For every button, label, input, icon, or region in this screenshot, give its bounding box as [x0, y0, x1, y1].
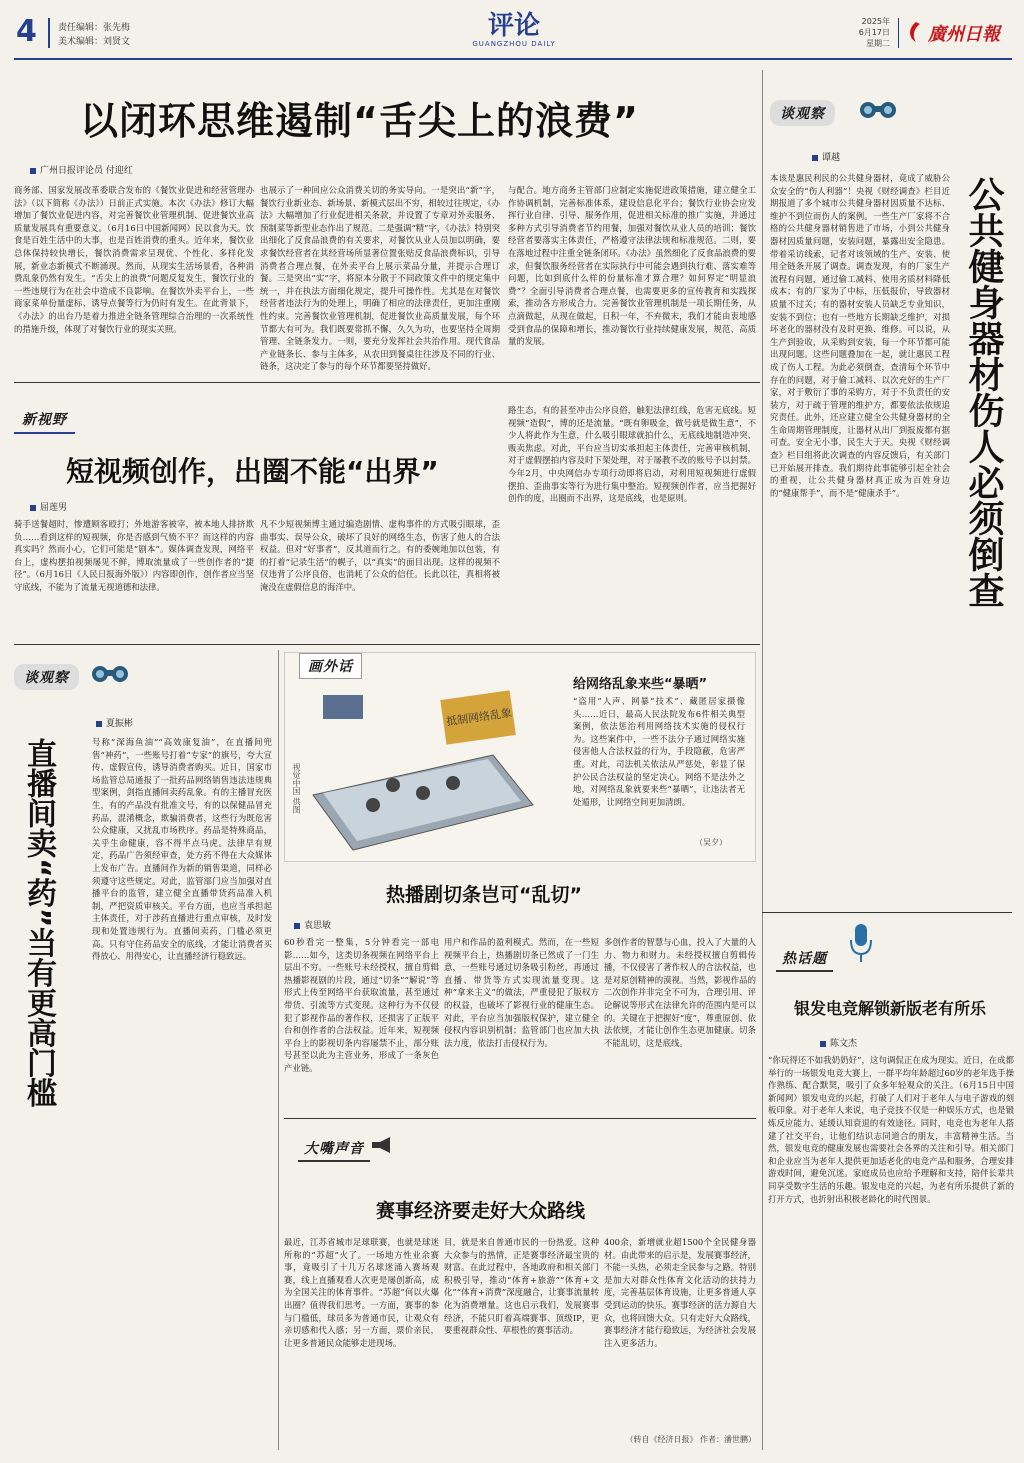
editor-credit: 责任编辑：张先梅 — [58, 23, 131, 33]
sports-col-2: 目，就是来自普通市民的一份热爱。这种大众参与的热情，正是赛事经济最宝贵的财富。在此过程中，各地政府和相关部门积极引导，推动“体育+旅游”“体育+文化”“体育+消费”深度融合，让赛事流量转化为消费增量。这也启示我们，发展赛事经济，不能只盯着高端赛事、顶级IP，更要重视群众性、草根性的赛事活动。 — [444, 1237, 599, 1336]
page-number: 4 — [16, 14, 37, 49]
weekday: 星期二 — [866, 39, 890, 48]
esports-divider — [762, 910, 763, 1450]
video-byline: 屈莲男 — [30, 500, 67, 513]
designer-credit: 美术编辑：刘贤文 — [58, 37, 131, 47]
svg-text:抵制网络乱象: 抵制网络乱象 — [445, 706, 513, 729]
section-banner — [454, 12, 574, 52]
masthead-rule — [14, 58, 1012, 60]
drama-byline: 袁思敏 — [294, 918, 331, 931]
rule-esports-top — [762, 912, 1012, 913]
esports-section-label: 热话题 — [776, 946, 833, 972]
paper-logo-icon — [906, 20, 926, 44]
video-col-2: 凡不少短视频博主通过编造剧情、虚构事件的方式吸引眼球，歪曲事实、误导公众，破坏了良好的网络生态，伤害了他人的合法权益。但对“好事者”，反其道而行之。有的委婉地加以包装，有的打着“记录生活”的幌子，以“真实”的面目出现。这样的视频不仅违背了公序良俗，也消耗了公众的信任。长此以往，真相将被淹没在虚假信息的海洋中。 — [260, 519, 500, 592]
health-body: 本该是惠民利民的公共健身器材，竟成了威胁公众安全的“伤人利器”！央视《财经调查》栏目近期报道了多个城市公共健身器材因质量不达标、维护不到位而伤人的案例。一些生产厂家将不合格的公共健身器材销售进了市场，小到公共健身器材因质量问题，安装问题，暴露出安全隐患。带着采访线索，记者对该领域的生产、安装、使用全链条开展了调查。调查发现，有的厂家生产流程有问题，通过偷工减料、使用劣质材料降低成本；有的厂家为了中标，压低报价，导致器材质量不过关；有的器材安装人员缺乏专业知识，安装不到位；也有一些地方长期缺乏维护，对损坏老化的器材没有及时更换、维修。可以说，从生产到验收，从采购到安装，每一个环节都可能出现问题。这些问题叠加在一起，就让惠民工程成了伤人工程。为此必须倒查，查清每个环节中存在的问题，对于偷工减料、以次充好的生产厂家，对于敷衍了事的采购方，对于不负责任的安装方，对于疏于管理的维护方，都要依法依规追究责任。此外，还应建立健全公共健身器材的全生命周期管理制度，让器材从出厂到报废都有据可查。安全无小事，民生大于天。央视《财经调查》栏目组将此次调查的内容反馈后，有关部门已开始展开排查。我们期待此事能够引起全社会的重视，让公共健身器材真正成为百姓身边的“健康帮手”，而不是“健康杀手”。 — [770, 173, 950, 498]
cartoon-box — [284, 652, 756, 862]
drama-col-2: 用户和作品的盈利模式。然而，在一些短视频平台上，热播剧切条已然成了一门生意，一些账号通过切条吸引粉丝，再通过直播、带货等方式实现流量变现。这种“拿来主义”的做法，严重侵犯了版权方的权益，也破坏了影视行业的健康生态。对此，平台应当加强版权保护，建立健全侵权内容识别机制；监管部门也应加大执法力度，依法打击侵权行为。 — [444, 937, 599, 1048]
sports-source: （转自《经济日报》 作者：潘世鹏） — [625, 1435, 756, 1444]
rule-drama-bottom — [284, 1118, 756, 1119]
main-headline: 以闭环思维遏制“舌尖上的浪费” — [80, 99, 639, 143]
megaphone-icon — [370, 1136, 394, 1154]
main-col-1: 商务部、国家发展改革委联合发布的《餐饮业促进和经营管理办法》（以下简称《办法》）日前正式实施。本次《办法》修订大幅增加了餐饮业促进内容，对完善餐饮业管理机制、促进餐饮业高质量发展具有重要意义。（6月16日中国新闻网）民以食为天。饮食是百姓生活中的大事，也是百姓消费的重头。近年来，餐饮业总体保持较快增长，餐饮消费需求呈现优、个性化、多样化发展，新业态新模式不断涌现。然而，从现实生活场景看，各种消费乱象仍然有发生。“舌尖上的浪费”问题反复发生，餐饮行业的一些违规行为在社会中造成不良影响。在餐饮外卖平台上，一些商家菜单份量虚标、诱导点餐等行为仍时有发生。在此背景下，《办法》的出台乃是着力推进全链条管理综合治理的一次系统性的措施升级，体现了对餐饮行业的现实关照。 — [14, 185, 254, 334]
masthead — [14, 12, 1014, 56]
main-col-2: 也展示了一种回应公众消费关切的务实导向。一是突出“新”字，餐饮行业新业态、新场景、新模式层出不穷，相较过往规定，《办法》大幅增加了行业促进相关条款，并设置了专章对外卖服务、预制菜等新型业态作出了规范。二是强调“精”字，《办法》特别突出细化了反食品浪费的有关要求，对餐饮从业人员加以明确，要求餐饮经营者在其经营场所显著位置张贴反食品浪费标识，引导消费者合理点餐，在外卖平台上展示菜品分量，并提示合理订餐。三是突出“实”字，将原本分散于不同政策文件中的规定集中统一，并在执法方面细化规定，提升可操作性。尤其是在对餐饮经营者违法行为的处理上，明确了相应的法律责任，更加注重刚性约束。完善餐饮业管理机制，促进餐饮业高质量发展，每个环节都大有可为。我们既要常抓不懈，久久为功，也要坚持全周期管理、全链条发力。一则，要充分发挥社会共治作用。现代食品产业链条长、参与主体多，从农田到餐桌往往涉及不同的行业、链条，这决定了参与的每个环节都要坚持做好。 — [260, 185, 500, 372]
cartoon-section-label: 画外话 — [299, 653, 362, 679]
video-section-label: 新视野 — [14, 406, 75, 434]
binoculars-icon — [90, 662, 130, 684]
cartoon-body: “盗用”人声、网暴“技术”、藏匿居家摄像头……近日，最高人民法院发布6件相关典型案例，依法惩治利用网络技术实施的侵权行为。这些案件中，一些不法分子通过网络实施侵害他人合法权益的行为，手段隐蔽，危害严重。对此，司法机关依法从严惩处，彰显了保护公民合法权益的坚定决心。网络不是法外之地，对网络乱象就要来些“暴晒”，让违法者无处遁形，让网络空间更加清朗。 — [573, 696, 745, 807]
date-day: 6月17日 — [858, 28, 890, 37]
cartoon-title: 给网络乱象来些“暴晒” — [573, 677, 708, 692]
microphone-icon — [846, 922, 876, 966]
esports-body: “你玩得还不如我奶奶好”，这句调侃正在成为现实。近日，在成都举行的一场银发电竞大赛上，一群平均年龄超过60岁的老年选手操作熟练、配合默契，吸引了众多年轻观众的关注。（6月15日中国新闻网）银发电竞的兴起，打破了人们对于老年人与电子游戏的刻板印象。对于老年人来说，电子竞技不仅是一种娱乐方式，也是锻炼反应能力、延缓认知衰退的有效途径。同时，电竞也为老年人搭建了社交平台，让他们结识志同道合的朋友，丰富精神生活。当然，银发电竞的健康发展也需要社会各界的关注和引导。相关部门和企业应当为老年人提供更加适老化的电竞产品和服务，合理安排游戏时间，避免沉迷。家庭成员也应给予理解和支持，陪伴长辈共同享受数字生活的乐趣。银发电竞的兴起，为老有所乐提供了新的打开方式，也折射出积极老龄化的时代图景。 — [768, 1055, 1014, 1204]
section-subtitle: GUANGZHOU DAILY — [472, 40, 556, 48]
livestream-body: 号称“深海鱼油”“高效康复油”，在直播间兜售“神药”，一些账号打着“专家”的旗号，夸大宣传、虚假宣传，诱导消费者购买。近日，国家市场监管总局通报了一批药品网络销售违法违规典型案例，剑指直播间卖药乱象。有的主播冒充医生，有的产品没有批准文号，有的以保健品冒充药品，混淆概念，欺骗消费者，这些行为既危害公众健康，又扰乱市场秩序。药品是特殊商品，关乎生命健康，容不得半点马虎。法律早有规定，药品广告须经审查，处方药不得在大众媒体上发布广告。直播间作为新的销售渠道，同样必须遵守这些规定。对此，监管部门应当加强对直播平台的监管，建立健全直播带货药品准入机制，严把资质审核关。平台方面，也应当承担起主体责任，对于涉药直播进行重点审核，及时发现和处置违规行为。直播间卖药，门槛必须更高。只有守住药品安全的底线，才能让消费者买得放心、用得安心，让直播经济行稳致远。 — [92, 737, 272, 962]
section-title: 评论 — [487, 11, 540, 41]
livestream-byline: 夏振彬 — [96, 716, 133, 729]
right-column-divider — [762, 70, 763, 910]
date-year: 2025年 — [861, 17, 890, 26]
drama-headline: 热播剧切条岂可“乱切” — [386, 884, 582, 906]
drama-col-1: 60秒看完一整集，5分钟看完一部电影……如今，这类切条视频在网络平台上层出不穷。一些账号未经授权，擅自剪辑热播影视剧的片段，通过“切条”“解说”等形式上传至网络平台获取流量，甚至通过带货、引流等方式变现。这种行为不仅侵犯了影视作品的著作权，还损害了正版平台和创作者的合法权益。近年来，短视频平台上的影视切条内容屡禁不止，部分账号甚至以此为主营业务，形成了一条灰色产业链。 — [284, 937, 439, 1073]
video-col-1: 骑手送餐超时，惨遭顾客殴打；外地游客被宰，被本地人排挤欺负……看到这样的短视频，你是否感到气愤不平？而这样的内容真实吗？然而小心，它们可能是“剧本”。媒体调查发现，网络平台上，虚构摆拍视频屡见不鲜，博取流量成了一些创作者的“捷径”。（6月16日《人民日报海外版》）内容即创作，创作者应当坚守底线，不能为了流量无视道德和法律。 — [14, 519, 254, 592]
sports-headline: 赛事经济要走好大众路线 — [376, 1200, 586, 1222]
rule-video-bottom — [14, 644, 760, 645]
issue-date — [846, 16, 890, 49]
livestream-headline: 直播间卖“药”当有更高门槛 — [21, 738, 56, 1108]
cartoon-illustration — [293, 675, 543, 855]
health-headline: 公共健身器材伤人必须倒查 — [963, 176, 1004, 608]
sports-col-3: 400余，新增就业超1500个全民健身器材。由此带来的启示是，发展赛事经济，不能一头热，必须走全民参与之路。特别是加大对群众性体育文化活动的扶持力度，完善基层体育设施，让更多普通人享受到运动的快乐。赛事经济的活力源自大众，也将回馈大众。只有走好大众路线，赛事经济才能行稳致远，为经济社会发展注入更多活力。 — [604, 1237, 756, 1348]
drama-col-3: 多创作者的智慧与心血，投入了大量的人力、物力和财力。未经授权擅自剪辑传播，不仅侵害了著作权人的合法权益，也是对原创精神的漠视。当然，影视作品的二次创作并非完全不可为，合理引用、评论解说等形式在法律允许的范围内是可以的。关键在于把握好“度”，尊重原创、依法依规，才能让创作生态更加健康。切条不能乱切，这是底线。 — [604, 937, 756, 1048]
paper-logo — [906, 18, 1014, 48]
video-headline: 短视频创作，出圈不能“出界” — [66, 455, 439, 488]
cartoon-author: （吴夕） — [695, 838, 727, 847]
esports-headline: 银发电竞解锁新版老有所乐 — [794, 999, 987, 1018]
paper-name: 廣州日報 — [928, 24, 1000, 45]
main-col-3: 与配合。地方商务主管部门应制定实施促进政策措施，建立健全工作协调机制，完善标准体系，建设信息化平台；餐饮行业协会应发挥行业自律、引导、服务作用，促进相关标准的推广实施，并通过多种方式引导消费者节约用餐，加强对餐饮从业人员的培训；餐饮经营者要落实主体责任，严格遵守法律法规和标准规范。二则，要在落地过程中注重全链条闭环。《办法》虽然细化了反食品浪费的要求，但餐饮服务经营者在实际执行中可能会遇到执行难、落实难等问题，比如到底什么样的份量标准才算合理？如何界定“明显浪费”？全面引导消费者合理点餐，也需要更多的宣传教育和实践探索，推动各方形成合力。完善餐饮业管理机制是一项长期任务，从点滴做起，从现在做起，日积一年，不弃微末，我们才能由衷地感受到食品的保障和增长，推动餐饮行业持续健康发展，规范、高质量的发展。 — [508, 185, 756, 347]
health-section-label: 谈观察 — [770, 100, 835, 126]
livestream-section-label: 谈观察 — [14, 664, 79, 690]
masthead-divider — [48, 18, 50, 48]
sports-col-1: 最近，江苏省城市足球联赛，也就是球迷所称的“苏超”火了。一场地方性业余赛事，竟吸引了十几万名球迷涌入赛场观赛，线上直播观看人次更是屡创新高，成为全国关注的体育事件。“苏超”何以火爆出圈？值得我们思考。一方面，赛事的参与门槛低，球员多为普通市民，让观众有亲切感和代入感；另一方面，票价亲民，让更多普通民众能够走进现场。 — [284, 1237, 439, 1348]
cartoon-caption: 视觉中国 供图 — [292, 763, 301, 814]
binoculars-icon — [858, 98, 898, 120]
esports-byline: 陈文杰 — [820, 1036, 857, 1049]
main-byline: 广州日报评论员 付迎红 — [30, 163, 133, 176]
livestream-divider — [278, 650, 279, 1450]
sports-section-label: 大嘴声音 — [298, 1136, 370, 1162]
masthead-divider-2 — [898, 18, 899, 48]
health-byline: 谭越 — [812, 150, 840, 163]
rule-main-bottom — [14, 382, 760, 383]
video-col-3: 路生态，有的甚至冲击公序良俗，触犯法律红线，危害无底线。短视频“造假”，博的还是流量。“既有卵吸金，做号就是做生意”，不少人将此作为生意，什么吸引眼球就拍什么，无底线地制造冲突、贩卖焦虑。对此，平台应当切实承担起主体责任，完善审核机制，对于虚假摆拍内容及时下架处理，对于屡教不改的账号予以封禁。今年2月，中央网信办专项行动即将启动，对利用短视频进行虚假摆拍、歪曲事实等行为进行集中整治。短视频创作者，应当把握好创作的度，出圈而不出界，这是底线，也是原则。 — [508, 405, 756, 504]
